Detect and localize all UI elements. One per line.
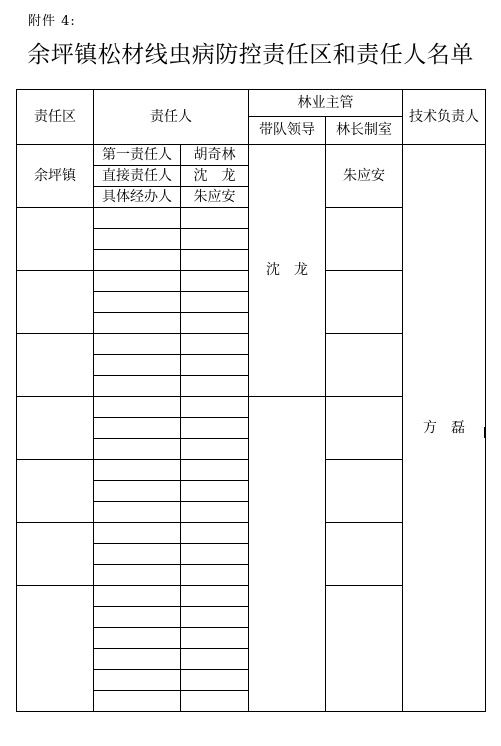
- empty-cell: [181, 649, 249, 670]
- empty-cell: [94, 565, 181, 586]
- empty-zone-cell: [17, 271, 94, 334]
- empty-cell: [181, 208, 249, 229]
- empty-cell: [94, 292, 181, 313]
- empty-office-cell: [326, 208, 403, 271]
- empty-team-leader-cell: [249, 397, 326, 712]
- empty-cell: [94, 628, 181, 649]
- empty-office-cell: [326, 523, 403, 586]
- empty-cell: [181, 376, 249, 397]
- empty-cell: [181, 607, 249, 628]
- empty-cell: [181, 292, 249, 313]
- empty-zone-cell: [17, 208, 94, 271]
- empty-cell: [94, 208, 181, 229]
- role-label: 直接责任人: [94, 166, 181, 187]
- empty-zone-cell: [17, 586, 94, 712]
- empty-cell: [94, 670, 181, 691]
- empty-cell: [181, 544, 249, 565]
- office-person-cell: 朱应安: [326, 145, 403, 208]
- empty-zone-cell: [17, 334, 94, 397]
- empty-office-cell: [326, 586, 403, 712]
- empty-cell: [181, 334, 249, 355]
- empty-cell: [94, 418, 181, 439]
- page-title: 余坪镇松材线虫病防控责任区和责任人名单: [27, 42, 474, 68]
- empty-cell: [181, 271, 249, 292]
- empty-cell: [94, 376, 181, 397]
- empty-cell: [94, 544, 181, 565]
- empty-office-cell: [326, 397, 403, 460]
- empty-office-cell: [326, 460, 403, 523]
- empty-office-cell: [326, 334, 403, 397]
- header-person: 责任人: [94, 90, 249, 145]
- role-label: 具体经办人: [94, 187, 181, 208]
- header-forestry: 林业主管: [249, 90, 403, 117]
- team-leader-cell: 沈 龙: [249, 145, 326, 397]
- empty-cell: [181, 397, 249, 418]
- empty-cell: [181, 691, 249, 712]
- zone-name: 余坪镇: [17, 145, 94, 208]
- empty-cell: [94, 334, 181, 355]
- empty-cell: [181, 481, 249, 502]
- margin-mark: [484, 427, 486, 438]
- header-team-leader: 带队领导: [249, 117, 326, 145]
- empty-cell: [181, 250, 249, 271]
- empty-cell: [94, 313, 181, 334]
- tech-person-cell: 方 磊: [403, 145, 486, 712]
- empty-cell: [94, 523, 181, 544]
- empty-cell: [94, 439, 181, 460]
- empty-cell: [181, 670, 249, 691]
- responsibility-table: [16, 89, 486, 712]
- role-label: 第一责任人: [94, 145, 181, 166]
- empty-cell: [181, 460, 249, 481]
- empty-cell: [181, 418, 249, 439]
- attachment-label: 附件 4:: [28, 14, 76, 29]
- empty-cell: [181, 565, 249, 586]
- role-person: 胡奇林: [181, 145, 249, 166]
- empty-cell: [94, 691, 181, 712]
- empty-cell: [94, 355, 181, 376]
- empty-cell: [94, 481, 181, 502]
- header-forest-chief-office: 林长制室: [326, 117, 403, 145]
- empty-zone-cell: [17, 397, 94, 460]
- empty-cell: [181, 355, 249, 376]
- empty-cell: [181, 586, 249, 607]
- empty-cell: [94, 460, 181, 481]
- role-person: 朱应安: [181, 187, 249, 208]
- empty-cell: [94, 271, 181, 292]
- role-person: 沈 龙: [181, 166, 249, 187]
- empty-cell: [94, 586, 181, 607]
- empty-cell: [181, 439, 249, 460]
- empty-cell: [181, 502, 249, 523]
- empty-cell: [94, 502, 181, 523]
- empty-cell: [94, 649, 181, 670]
- empty-cell: [94, 250, 181, 271]
- empty-cell: [94, 397, 181, 418]
- empty-zone-cell: [17, 460, 94, 523]
- empty-cell: [94, 229, 181, 250]
- empty-cell: [181, 229, 249, 250]
- empty-office-cell: [326, 271, 403, 334]
- empty-zone-cell: [17, 523, 94, 586]
- empty-cell: [181, 628, 249, 649]
- empty-cell: [181, 313, 249, 334]
- empty-cell: [94, 607, 181, 628]
- header-tech: 技术负责人: [403, 90, 486, 145]
- header-zone: 责任区: [17, 90, 94, 145]
- empty-cell: [181, 523, 249, 544]
- table-row: [17, 145, 486, 166]
